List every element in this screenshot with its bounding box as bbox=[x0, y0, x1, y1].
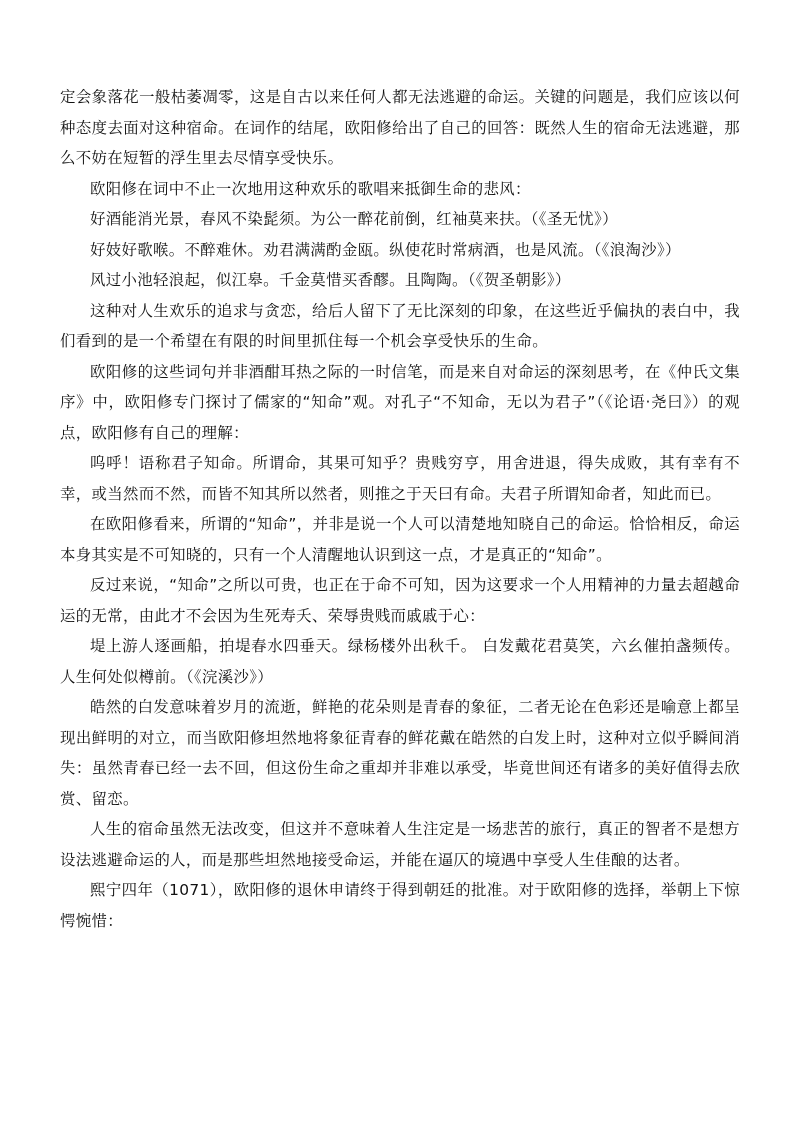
paragraph-retirement: 熙宁四年（1071），欧阳修的退休申请终于得到朝廷的批准。对于欧阳修的选择，举朝上下惊愕惋惜： bbox=[60, 881, 740, 930]
paragraph-white-hair-flowers: 皓然的白发意味着岁月的流逝，鲜艳的花朵则是青春的象征，二者无论在色彩还是喻意上都呈现出鲜明的对立，而当欧阳修坦然地将象征青春的鲜花戴在皓然的白发上时，这种对立似乎瞬间消失：虽然青春已经一去不回，但这份生命之重却并非难以承受，毕竟世间还有诸多的美好值得去欣赏、留恋。 bbox=[60, 698, 740, 808]
poem-quote-langtaosha: 好妓好歌喉。不醉难休。劝君满满酌金瓯。纵使花时常病酒，也是风流。（《浪淘沙》） bbox=[90, 240, 681, 259]
article-body bbox=[60, 82, 740, 936]
paragraph-continuation: 定会象落花一般枯萎凋零，这是自古以来任何人都无法逃避的命运。关键的问题是，我们应该以何种态度去面对这种宿命。在词作的结尾，欧阳修给出了自己的回答：既然人生的宿命无法逃避，那么不妨在短暂的浮生里去尽情享受快乐。 bbox=[60, 88, 740, 167]
quote-zhongshi-wenji-xu: 呜呼！语称君子知命。所谓命，其果可知乎？贵贱穷亨，用舍进退，得失成败，其有幸有不幸，或当然而不然，而皆不知其所以然者，则推之于天曰有命。夫君子所谓知命者，知此而已。 bbox=[60, 454, 740, 503]
paragraph-true-zhiming: 在欧阳修看来，所谓的“知命”，并非是说一个人可以清楚地知晓自己的命运。恰恰相反，命运本身其实是不可知晓的，只有一个人清醒地认识到这一点，才是真正的“知命”。 bbox=[60, 515, 740, 564]
poem-quote-heshengchaoying: 风过小池轻浪起，似江皋。千金莫惜买香醪。且陶陶。（《贺圣朝影》） bbox=[90, 271, 571, 289]
paragraph-pursuit-of-joy: 这种对人生欢乐的追求与贪恋，给后人留下了无比深刻的印象，在这些近乎偏执的表白中，我们看到的是一个希望在有限的时间里抓住每一个机会享受快乐的生命。 bbox=[60, 301, 740, 350]
paragraph-transcend-fate: 反过来说，“知命”之所以可贵，也正在于命不可知，因为这要求一个人用精神的力量去超越命运的无常，由此才不会因为生死寿夭、荣辱贵贱而戚戚于心： bbox=[60, 576, 740, 625]
poem-quote-shengwuyou: 好酒能消光景，春风不染髭须。为公一醉花前倒，红袖莫来扶。（《圣无忧》） bbox=[90, 210, 618, 228]
paragraph-wise-man: 人生的宿命虽然无法改变，但这并不意味着人生注定是一场悲苦的旅行，真正的智者不是想方设法逃避命运的人，而是那些坦然地接受命运，并能在逼仄的境遇中享受人生佳酿的达者。 bbox=[60, 820, 740, 869]
poem-quote-huanxisha: 堤上游人逐画船，拍堤春水四垂天。绿杨楼外出秋千。 白发戴花君莫笑，六幺催拍盏频传。人生何处似樽前。（《浣溪沙》） bbox=[60, 637, 740, 686]
paragraph-zhiming-view: 欧阳修的这些词句并非酒酣耳热之际的一时信笔，而是来自对命运的深刻思考，在《仲氏文集序》中，欧阳修专门探讨了儒家的“知命”观。对孔子“不知命，无以为君子”（《论语·尧曰》）的观点，欧阳修有自己的理解： bbox=[60, 362, 740, 442]
paragraph-intro-poems: 欧阳修在词中不止一次地用这种欢乐的歌唱来抵御生命的悲风： bbox=[90, 179, 531, 198]
